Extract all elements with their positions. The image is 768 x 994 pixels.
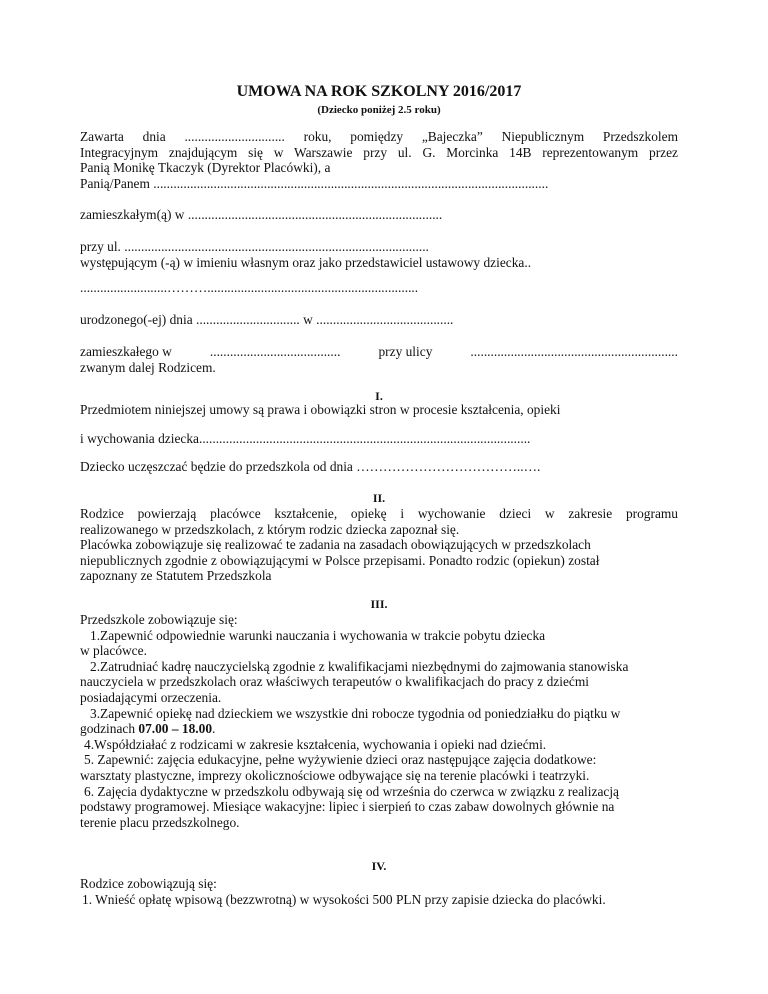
street-acting-paragraph xyxy=(80,239,678,270)
section-heading-II: II. xyxy=(372,491,386,505)
text-line: Rodzice zobowiązują się: xyxy=(80,876,217,891)
text-line: Przedszkole zobowiązuje się: xyxy=(80,612,238,627)
called-line: zwanym dalej Rodzicem. xyxy=(80,359,216,375)
section-heading-IV: IV. xyxy=(371,859,387,873)
text-line: posiadającymi orzeczenia. xyxy=(80,689,222,705)
resident-label: zamieszkałego w xyxy=(80,344,172,359)
birth-line: urodzonego(-ej) dnia ............................... w ......................................... xyxy=(80,312,454,327)
text-line: niepublicznych zgodnie z obowiązującymi w Polsce przepisami. Ponadto rodzic (opiekun) został xyxy=(80,552,600,568)
intro-paragraph xyxy=(80,129,678,191)
section-II-text xyxy=(80,506,678,584)
street-label: przy ulicy xyxy=(378,344,433,359)
list-item: 6. Zajęcia dydaktyczne w przedszkolu odbywają się od września do czerwca w związku z realizacją xyxy=(84,783,619,799)
text-line: terenie placu przedszkolnego. xyxy=(80,814,240,830)
text-line: zapoznany ze Statutem Przedszkola xyxy=(80,568,272,584)
resident-paragraph xyxy=(80,344,678,375)
intro-line: Integracyjnym znajdującym się w Warszawie przy ul. G. Morcinka 14B reprezentowanym przez xyxy=(80,144,678,160)
text-line: nauczyciela w przedszkolach oraz właściwych terapeutów o kwalifikacjach do pracy z dziećmi xyxy=(80,674,589,690)
text-line: realizowanego w przedszkolach, z którym rodzic dziecka zapoznał się. xyxy=(80,521,460,537)
list-item: 5. Zapewnić: zajęcia edukacyjne, pełne wyżywienie dzieci oraz następujące zajęcia dodatkowe: xyxy=(84,752,597,768)
section-III-text xyxy=(80,612,678,830)
list-item: 3.Zapewnić opiekę nad dzieckiem we wszystkie dni robocze tygodnia od poniedziałku do piątku w xyxy=(90,705,621,721)
hours-suffix: . xyxy=(212,721,216,737)
street-line: przy ul. ........................................................................................... xyxy=(80,239,429,254)
list-item: 1. Wnieść opłatę wpisową (bezzwrotną) w wysokości 500 PLN przy zapisie dziecka do placówki. xyxy=(82,891,606,907)
hours-value: 07.00 – 18.00 xyxy=(138,721,213,737)
list-item: 1.Zapewnić odpowiednie warunki nauczania i wychowania w trakcie pobytu dziecka xyxy=(90,627,546,643)
document-title: UMOWA NA ROK SZKOLNY 2016/2017 xyxy=(236,83,522,100)
section-IV-text xyxy=(80,876,678,907)
text-line: warsztaty plastyczne, imprezy okolicznościowe odbywające się na terenie placówki i teatrzyki. xyxy=(80,767,590,783)
list-item: 4.Współdziałać z rodzicami w zakresie kształcenia, wychowania i opieki nad dziećmi. xyxy=(84,736,547,752)
residence-line: zamieszkałym(ą) w ............................................................................ xyxy=(80,207,443,222)
resident-dots: ....................................... xyxy=(209,344,341,359)
text-line: Rodzice powierzają placówce kształcenie, opiekę i wychowanie dzieci w zakresie programu xyxy=(80,506,678,521)
section-I-start-date: Dziecko uczęszczać będzie do przedszkola od dnia ………………………………..…. xyxy=(80,459,541,474)
text-line: w placówce. xyxy=(80,643,147,659)
hours-prefix: godzinach xyxy=(80,721,139,737)
section-I-text: Przedmiotem niniejszej umowy są prawa i obowiązki stron w procesie kształcenia, opieki xyxy=(80,402,561,417)
acting-line: występującym (-ą) w imieniu własnym oraz jako przedstawiciel ustawowy dziecka.. xyxy=(80,254,532,270)
intro-line: Panią/Panem ...................................................................................................................... xyxy=(80,175,549,191)
text-line: Placówka zobowiązuje się realizować te zadania na zasadach obowiązujących w przedszkolach xyxy=(80,537,591,553)
document-subtitle: (Dziecko poniżej 2.5 roku) xyxy=(317,104,441,116)
intro-line: Zawarta dnia .............................. roku, pomiędzy „Bajeczka” Niepublicznym Przedszkolem xyxy=(80,129,678,144)
street-dots: .............................................................. xyxy=(470,344,678,359)
text-line: podstawy programowej. Miesiące wakacyjne: lipiec i sierpień to czas zabaw dowolnych głównie na xyxy=(80,799,615,815)
resident-street-line xyxy=(80,344,678,360)
section-heading-III: III. xyxy=(370,597,388,611)
hours-line xyxy=(80,721,678,737)
section-I-text: i wychowania dziecka................................................................................................... xyxy=(80,431,531,446)
intro-line: Panią Monikę Tkaczyk (Dyrektor Placówki), a xyxy=(80,160,331,176)
child-name-line: ..........................………............................................................... xyxy=(80,280,419,295)
list-item: 2.Zatrudniać kadrę nauczycielską zgodnie z kwalifikacjami niezbędnymi do zajmowania stanowiska xyxy=(90,658,629,674)
section-heading-I: I. xyxy=(375,389,383,403)
